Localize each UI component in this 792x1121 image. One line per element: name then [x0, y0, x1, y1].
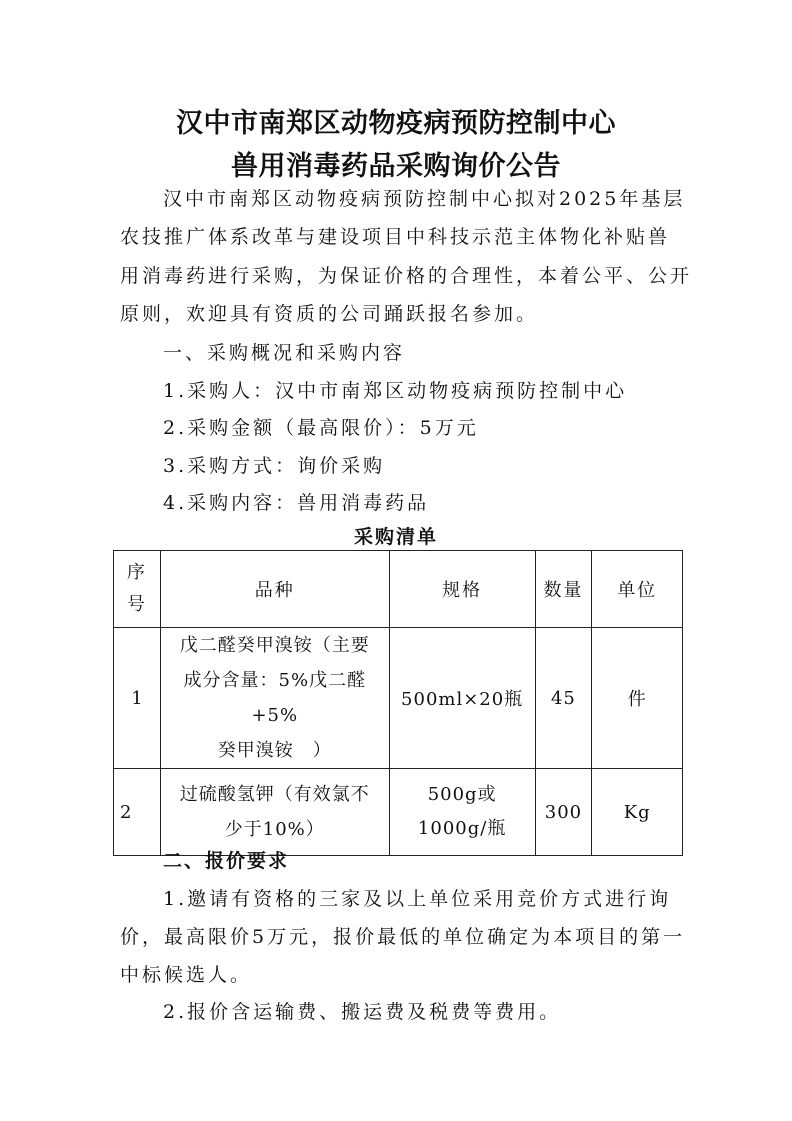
table-header-row — [114, 551, 683, 628]
section1-heading: 一、采购概况和采购内容 — [163, 342, 406, 364]
header-index — [114, 551, 161, 628]
table-row — [114, 628, 683, 769]
section2-heading: 二、报价要求 — [163, 850, 290, 872]
row2-index: 2 — [114, 769, 161, 856]
section2-para1-line1: 1.邀请有资格的三家及以上单位采用竞价方式进行询 — [163, 888, 672, 910]
row1-unit: 件 — [592, 628, 683, 769]
section2-para1-line2: 价，最高限价5万元，报价最低的单位确定为本项目的第一 — [120, 926, 686, 948]
header-index-char1: 序 — [126, 562, 147, 583]
section2-para1-line3: 中标候选人。 — [120, 964, 253, 986]
document-title-line1: 汉中市南郑区动物疫病预防控制中心 — [176, 108, 616, 139]
document-title-line2: 兽用消毒药品采购询价公告 — [231, 151, 561, 182]
intro-line-2: 农技推广体系改革与建设项目中科技示范主体物化补贴兽 — [120, 226, 671, 248]
row1-name-line1: 戊二醛癸甲溴铵（主要 — [179, 635, 370, 656]
row2-name-line2: 少于10%） — [224, 819, 325, 840]
table-caption: 采购清单 — [353, 526, 438, 548]
intro-line-4: 原则，欢迎具有资质的公司踊跃报名参加。 — [120, 303, 539, 325]
section2-para2: 2.报价含运输费、搬运费及税费等费用。 — [163, 1001, 562, 1023]
header-qty: 数量 — [535, 551, 592, 628]
row2-qty: 300 — [535, 769, 592, 856]
row2-name-line1: 过硫酸氢钾（有效氯不 — [179, 784, 370, 805]
intro-line-3: 用消毒药进行采购，为保证价格的合理性，本着公平、公开 — [120, 265, 693, 287]
header-spec: 规格 — [389, 551, 535, 628]
row1-name — [160, 628, 389, 769]
row1-index: 1 — [114, 628, 161, 769]
row2-spec-line2: 1000g/瓶 — [417, 818, 507, 839]
row1-spec: 500ml×20瓶 — [389, 628, 535, 769]
row1-name-line2: 成分含量：5%戊二醛+5% — [183, 670, 367, 726]
section1-item-1: 1.采购人：汉中市南郑区动物疫病预防控制中心 — [163, 380, 628, 402]
row1-qty: 45 — [535, 628, 592, 769]
header-index-char2: 号 — [126, 594, 147, 615]
row2-spec — [389, 769, 535, 856]
row2-name — [160, 769, 389, 856]
header-name: 品种 — [160, 551, 389, 628]
row2-spec-line1: 500g或 — [427, 784, 497, 805]
section1-item-4: 4.采购内容：兽用消毒药品 — [163, 492, 430, 514]
table-row — [114, 769, 683, 856]
section1-item-2: 2.采购金额（最高限价）：5万元 — [163, 417, 479, 439]
row1-name-line3: 癸甲溴铵 ） — [217, 740, 332, 761]
header-unit: 单位 — [592, 551, 683, 628]
row2-unit: Kg — [592, 769, 683, 856]
purchase-list-table — [113, 550, 683, 856]
intro-line-1: 汉中市南郑区动物疫病预防控制中心拟对2025年基层 — [163, 188, 686, 210]
section1-item-3: 3.采购方式：询价采购 — [163, 455, 386, 477]
